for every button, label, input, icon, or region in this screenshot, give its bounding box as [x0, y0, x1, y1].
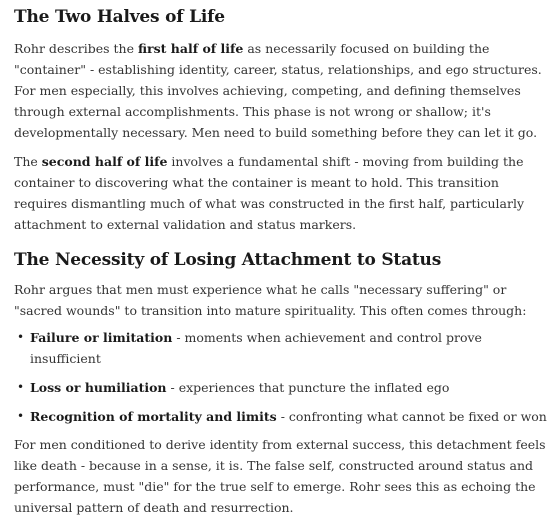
paragraph-text: as necessarily focused on building the "container" - establishing identity, career, status, relationships, and ego structures. For men especially, this involves achieving, competing, and defining themselves through external accomplishments. This phase is not wrong or shallow; it's developmentally necessary. Men need to build something before they can let it go.	[14, 41, 542, 140]
list-item	[14, 327, 548, 369]
section-heading-two-halves: The Two Halves of Life	[14, 7, 225, 27]
list-item	[14, 406, 548, 427]
list-item-text: - confronting what cannot be fixed or won	[276, 409, 547, 424]
bold-term: Loss or humiliation	[30, 380, 167, 395]
section-heading-losing-status: The Necessity of Losing Attachment to Status	[14, 250, 442, 270]
list-item-text: - experiences that puncture the inflated ego	[166, 380, 450, 395]
paragraph-text: involves a fundamental shift - moving from building the container to discovering what the container is meant to hold. This transition requires dismantling much of what was constructed in the first half, particularly attachment to external validation and status markers.	[14, 154, 525, 232]
bullet-list	[14, 327, 548, 427]
paragraph-text: Rohr describes the	[14, 41, 138, 56]
bold-term: Failure or limitation	[30, 330, 173, 345]
bullet-icon: •	[17, 409, 25, 423]
bold-term: second half of life	[41, 154, 168, 169]
list-item-text: - moments when achievement and control prove insufficient	[30, 330, 482, 366]
bullet-icon: •	[17, 330, 25, 344]
bold-term: Recognition of mortality and limits	[30, 409, 277, 424]
paragraph-intro: Rohr argues that men must experience what he calls "necessary suffering" or "sacred wounds" to transition into mature spirituality. This often comes through:	[14, 282, 527, 318]
paragraph-closing: For men conditioned to derive identity from external success, this detachment feels like death - because in a sense, it is. The false self, constructed around status and performance, must "die" for the true self to emerge. Rohr sees this as echoing the universal pattern of death and resurrection.	[14, 437, 546, 515]
paragraph-second-half	[14, 151, 548, 235]
paragraph-first-half	[14, 38, 548, 143]
bold-term: first half of life	[137, 41, 244, 56]
bullet-icon: •	[17, 380, 25, 394]
paragraph-text: The	[14, 154, 42, 169]
list-item	[14, 377, 548, 398]
